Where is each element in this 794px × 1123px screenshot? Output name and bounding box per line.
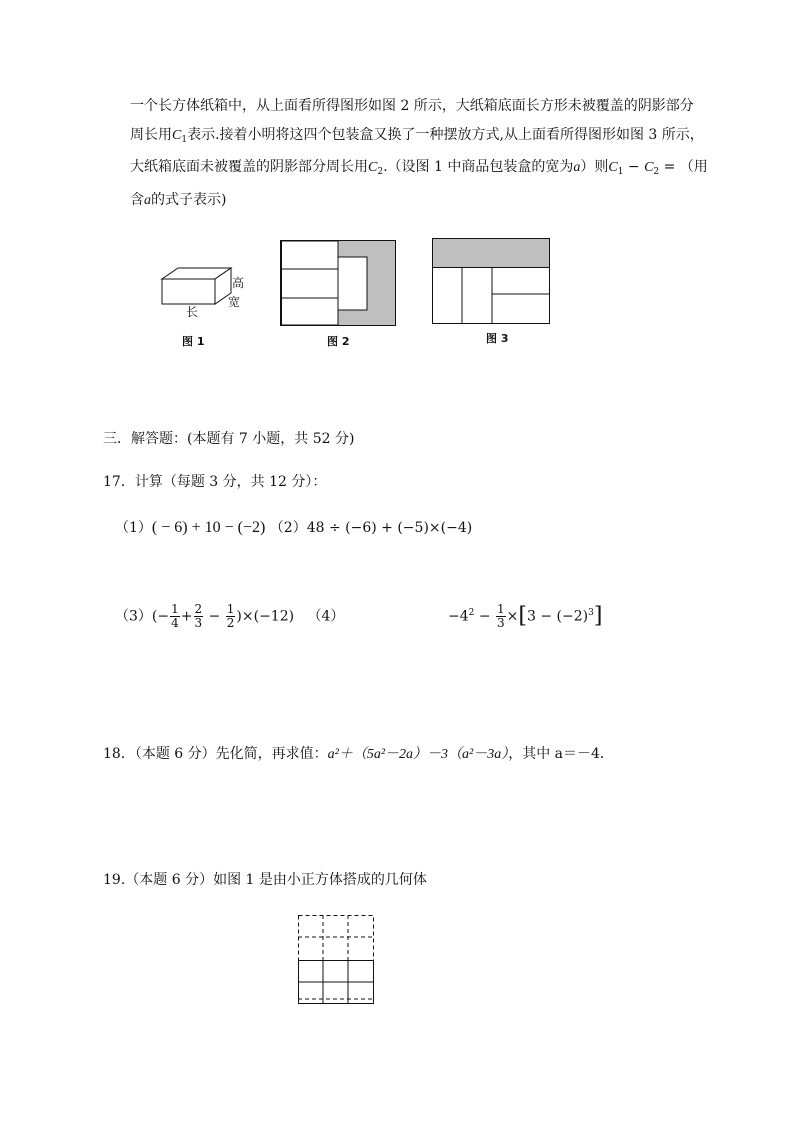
fraction-2-3: $\frac{2}{3}$ [194,602,203,631]
figure-3-caption: 图 3 [486,332,509,345]
section-3-title: 三．解答题：(本题有 7 小题，共 52 分) [103,431,355,447]
fraction-1-4: $\frac{1}{4}$ [171,602,179,631]
figure-1-caption: 图 1 [182,335,205,348]
fig1-label-wide: 宽 [228,295,241,309]
intro-line-4: 含a的式子表示) [130,192,227,208]
figure-2-caption: 图 2 [327,335,350,348]
q17-part-1-2: （1）( − 6) + 10 − (−2) （2）48 ÷ (−6) + (−5)×(−4) [115,519,473,536]
intro-line-3: 大纸箱底面未被覆盖的阴影部分周长用$C_2$.（设图 1 中商品包装盒的宽为a）则$C_1 - C_2$ = （用 [130,159,708,177]
figure-3-diagram [432,238,550,324]
figure-2-diagram [280,240,396,326]
q17-title: 17．计算（每题 3 分，共 12 分）： [103,474,327,490]
fraction-1-2: $\frac{1}{2}$ [226,602,235,631]
fig1-label-high: 高 [232,276,245,290]
q17-part-4-expr: $-4^2$ − $\frac{1}{3}$ $\times[3 - (-2)^3]$ [448,602,603,631]
fig1-label-long: 长 [186,305,199,319]
q19-cube-grid-figure [298,915,376,1007]
fraction-1-3: $\frac{1}{3}$ [497,602,505,631]
intro-line-1: 一个长方体纸箱中，从上面看所得图形如图 2 所示，大纸箱底面长方形未被覆盖的阴影部分 [130,98,694,114]
intro-line-2: 周长用$C_1$表示.接着小明将这四个包装盒又换了一种摆放方式,从上面看所得图形如图 3 所示， [130,127,704,145]
q17-part-3: （3）(− $\frac{1}{4}$ + $\frac{2}{3}$ − $\frac{1}{2}$ )×(−12) （4） [115,602,345,631]
q19-text: 19.（本题 6 分）如图 1 是由小正方体搭成的几何体 [103,872,427,888]
q18-text: 18．（本题 6 分）先化简，再求值：a²＋（5a²－2a）－3（a²－3a），其中 a＝－4． [103,746,614,762]
